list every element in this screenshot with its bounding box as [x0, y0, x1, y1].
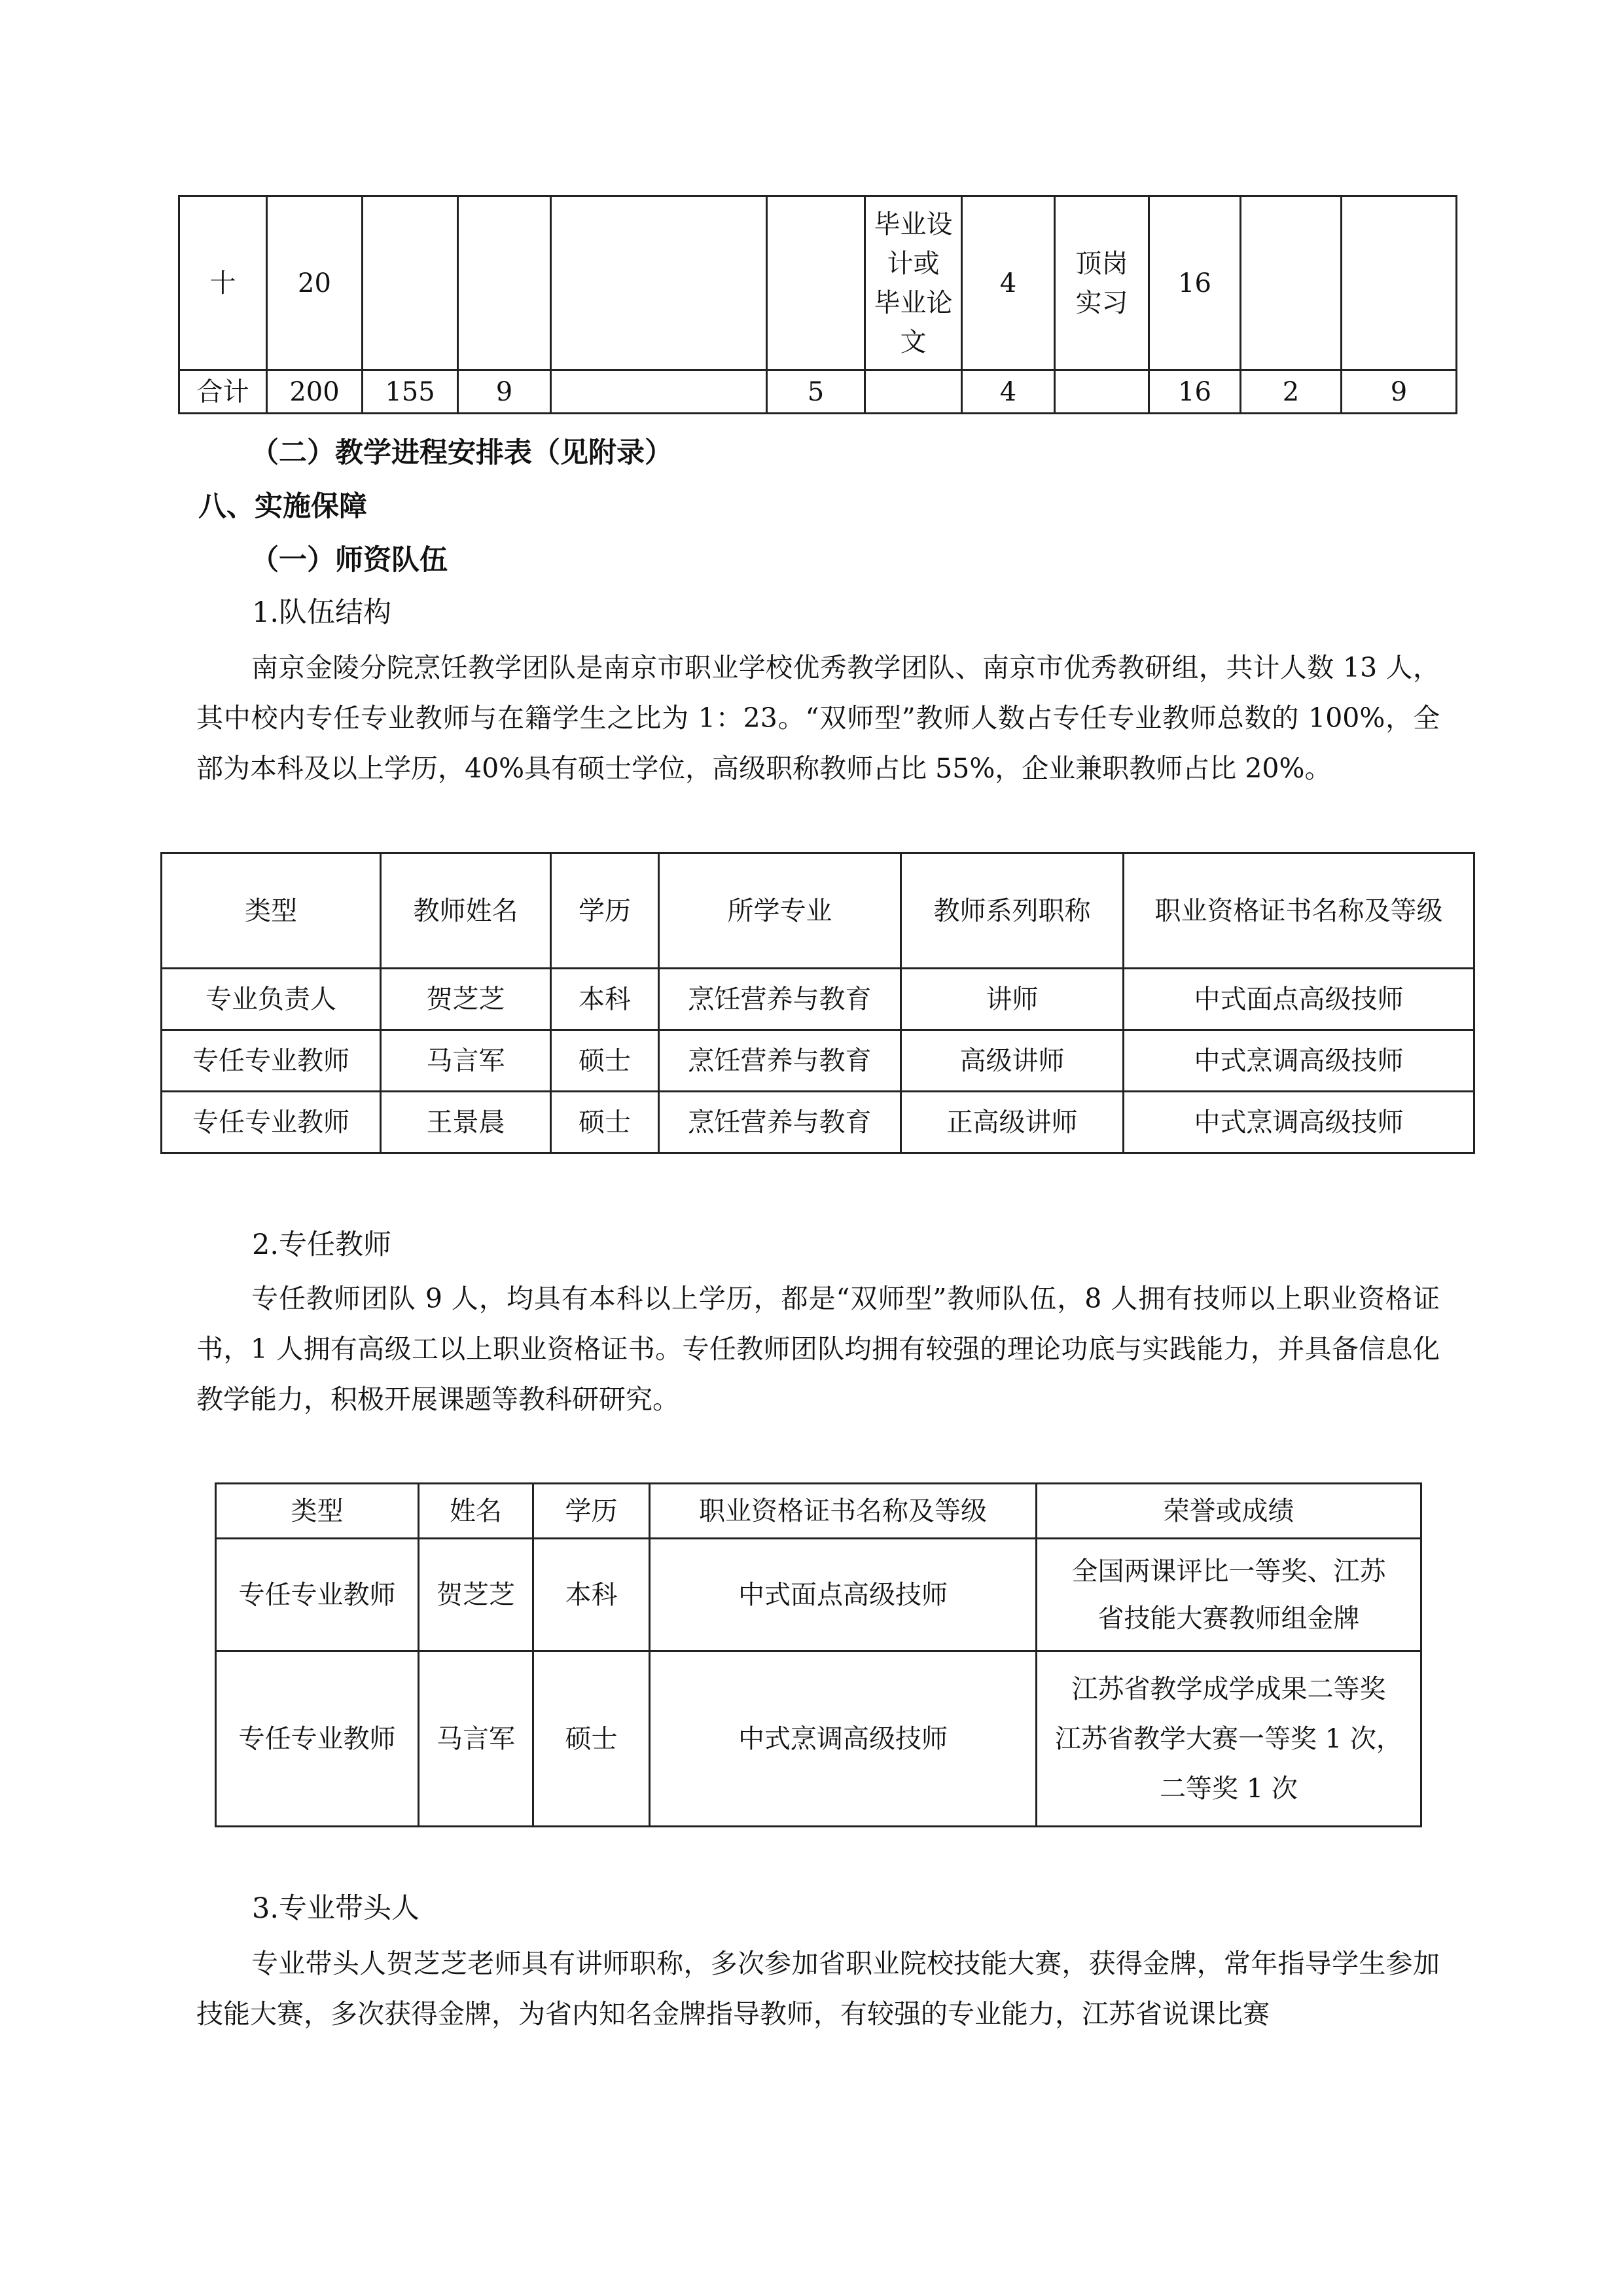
table-cell: 烹饪营养与教育: [659, 1030, 901, 1092]
table-cell: 高级讲师: [901, 1030, 1124, 1092]
table-cell: 马言军: [381, 1030, 551, 1092]
table-row: [162, 1092, 1474, 1153]
table-header-cell: 类型: [162, 853, 381, 969]
paragraph-team-structure: 南京金陵分院烹饪教学团队是南京市职业学校优秀教学团队、南京市优秀教研组，共计人数 13 人，其中校内专任专业教师与在籍学生之比为 1：23。“双师型”教师人数占专任专业教师总数的 100%，全部为本科及以上学历，40%具有硕士学位，高级职称教师占比 55%，企业兼职教师占比 20%。: [196, 652, 1440, 784]
table-cell: [1342, 196, 1457, 370]
table-row: [179, 370, 1457, 414]
table-header-row: [162, 853, 1474, 969]
table-header-cell: 所学专业: [659, 853, 901, 969]
table-cell: 全国两课评比一等奖、江苏 省技能大赛教师组金牌: [1037, 1539, 1421, 1651]
table-cell: 顶岗 实习: [1055, 196, 1149, 370]
heading-fulltime-teachers: 2.专任教师: [252, 1229, 392, 1261]
table-cell: [363, 196, 458, 370]
table-cell: 十: [179, 196, 267, 370]
table-row: [162, 969, 1474, 1030]
paragraph-fulltime-teachers: 专任教师团队 9 人，均具有本科以上学历，都是“双师型”教师队伍，8 人拥有技师以上职业资格证书，1 人拥有高级工以上职业资格证书。专任教师团队均拥有较强的理论功底与实践能力，并具备信息化教学能力，积极开展课题等教科研研究。: [196, 1283, 1440, 1415]
heading-schedule: （二）教学进程安排表（见附录）: [251, 437, 673, 469]
table-header-cell: 职业资格证书名称及等级: [650, 1484, 1037, 1539]
table-cell: [865, 370, 962, 414]
table-cell: 中式面点高级技师: [1124, 969, 1474, 1030]
heading-faculty: （一）师资队伍: [251, 544, 448, 577]
table-cell: 9: [458, 370, 551, 414]
table-row: [216, 1651, 1421, 1827]
table-cell: 烹饪营养与教育: [659, 1092, 901, 1153]
table-header-cell: 类型: [216, 1484, 419, 1539]
table-cell: 16: [1149, 196, 1241, 370]
heading-team-structure: 1.队伍结构: [252, 596, 392, 629]
table-cell: 江苏省教学成学成果二等奖 江苏省教学大赛一等奖 1 次， 二等奖 1 次: [1037, 1651, 1421, 1827]
table-cell: 2: [1241, 370, 1342, 414]
table-cell: [1055, 370, 1149, 414]
table-cell: 5: [767, 370, 865, 414]
table-cell: 专任专业教师: [162, 1092, 381, 1153]
table-header-cell: 姓名: [419, 1484, 533, 1539]
table-cell: 9: [1342, 370, 1457, 414]
table-cell: 硕士: [551, 1092, 659, 1153]
table-header-cell: 荣誉或成绩: [1037, 1484, 1421, 1539]
table-cell: 本科: [533, 1539, 650, 1651]
fulltime-teacher-table: [215, 1482, 1422, 1827]
heading-section-8: 八、实施保障: [198, 490, 367, 523]
table-row: [179, 196, 1457, 370]
table-cell: 烹饪营养与教育: [659, 969, 901, 1030]
table-cell: 中式烹调高级技师: [1124, 1030, 1474, 1092]
table-cell: 毕业设 计或 毕业论 文: [865, 196, 962, 370]
table-cell: [551, 370, 767, 414]
table-cell: 20: [267, 196, 363, 370]
table-cell: 155: [363, 370, 458, 414]
table-cell: 硕士: [533, 1651, 650, 1827]
table-cell: 中式烹调高级技师: [650, 1651, 1037, 1827]
table-row: [216, 1539, 1421, 1651]
table-cell: 本科: [551, 969, 659, 1030]
table-cell: 专任专业教师: [216, 1539, 419, 1651]
table-header-cell: 职业资格证书名称及等级: [1124, 853, 1474, 969]
table-cell: 专业负责人: [162, 969, 381, 1030]
table-cell: 16: [1149, 370, 1241, 414]
table-cell: 合计: [179, 370, 267, 414]
table-cell: [551, 196, 767, 370]
table-cell: 专任专业教师: [162, 1030, 381, 1092]
table-cell: 4: [962, 196, 1055, 370]
table-cell: 中式烹调高级技师: [1124, 1092, 1474, 1153]
table-cell: 专任专业教师: [216, 1651, 419, 1827]
table-cell: 200: [267, 370, 363, 414]
table-header-cell: 教师系列职称: [901, 853, 1124, 969]
table-cell: [767, 196, 865, 370]
table-cell: [458, 196, 551, 370]
table-header-cell: 学历: [533, 1484, 650, 1539]
table-cell: 讲师: [901, 969, 1124, 1030]
table-cell: 贺芝芝: [381, 969, 551, 1030]
table-cell: 贺芝芝: [419, 1539, 533, 1651]
faculty-table: [160, 852, 1475, 1154]
table-row: [162, 1030, 1474, 1092]
table-cell: 4: [962, 370, 1055, 414]
heading-professional-leader: 3.专业带头人: [252, 1892, 420, 1925]
table-header-row: [216, 1484, 1421, 1539]
table-cell: 马言军: [419, 1651, 533, 1827]
table-cell: [1241, 196, 1342, 370]
table-cell: 王景晨: [381, 1092, 551, 1153]
schedule-summary-table: [178, 195, 1457, 414]
paragraph-professional-leader: 专业带头人贺芝芝老师具有讲师职称，多次参加省职业院校技能大赛，获得金牌，常年指导学生参加技能大赛，多次获得金牌，为省内知名金牌指导教师，有较强的专业能力，江苏省说课比赛: [196, 1948, 1440, 2030]
table-header-cell: 学历: [551, 853, 659, 969]
table-cell: 硕士: [551, 1030, 659, 1092]
table-cell: 正高级讲师: [901, 1092, 1124, 1153]
table-cell: 中式面点高级技师: [650, 1539, 1037, 1651]
table-header-cell: 教师姓名: [381, 853, 551, 969]
